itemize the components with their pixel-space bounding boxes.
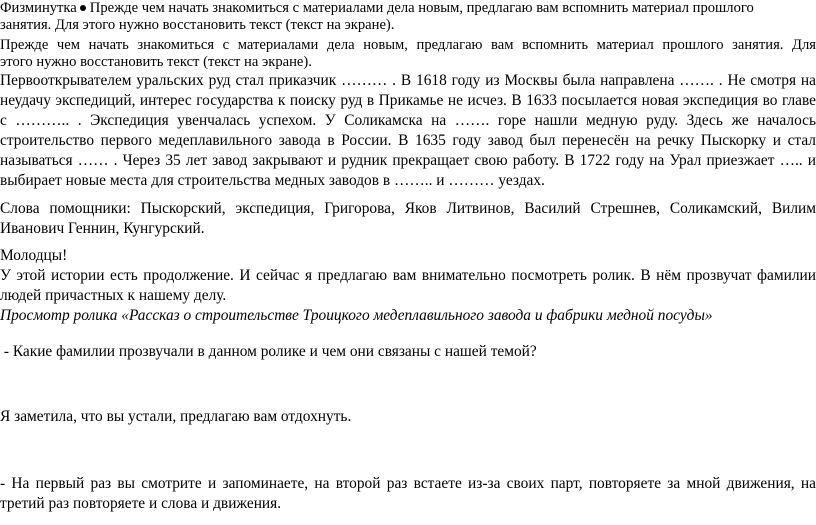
bullet-dot-icon — [80, 5, 86, 11]
helper-words-paragraph — [0, 199, 816, 239]
exercise-line-2: третий раз повторяете и слова и движения. — [0, 495, 282, 512]
story-line-4: строительство первого медеплавильного завода в России. В 1635 году завод был перенесён на речку Пыскорку и стал — [0, 132, 816, 149]
exercise-paragraph — [0, 474, 816, 514]
question-text: - Какие фамилии прозвучали в данном ролике и чем они связаны с нашей темой? — [0, 343, 537, 360]
story-line-1: Первооткрывателем уральских руд стал приказчик ……… . В 1618 году из Москвы была направлена ……. . Не смотря на — [0, 72, 816, 89]
video-title: Просмотр ролика «Рассказ о строительстве Троицкого медеплавильного завода и фабрики медной посуды» — [0, 307, 713, 324]
exercise-line-1: - На первый раз вы смотрите и запоминаете, на второй раз встаете из-за своих парт, повторяете за мной движения, на — [0, 475, 816, 492]
helper-words-line-2: Иванович Геннин, Кунгурский. — [0, 220, 205, 237]
helper-words-line-1: Слова помощники: Пыскорский, экспедиция, Григорова, Яков Литвинов, Василий Стрешнев, Соликамский, Вилим — [0, 200, 816, 217]
tired-text: Я заметила, что вы устали, предлагаю вам отдохнуть. — [0, 408, 352, 425]
restate-paragraph — [0, 37, 816, 71]
restate-line-2: этого нужно восстановить текст (текст на экране). — [0, 54, 312, 70]
intro-text-line-1: Прежде чем начать знакомиться с материалами дела новым, предлагаю вам вспомнить материал прошлого — [89, 0, 754, 16]
continuation-line-1: У этой истории есть продолжение. И сейчас я предлагаю вам внимательно посмотреть ролик. В нём прозвучат фамилии — [0, 267, 816, 284]
intro-text-line-2: занятия. Для этого нужно восстановить текст (текст на экране). — [0, 17, 395, 33]
story-line-6: выбирает новые места для строительства медных заводов в …….. и ……… уездах. — [0, 172, 545, 189]
story-line-3: с ……….. . Экспедиция увенчалась успехом. У Соликамска на ……. горе нашли медную руду. Здесь же началось — [0, 112, 816, 129]
intro-paragraph — [0, 0, 816, 34]
restate-line-1: Прежде чем начать знакомиться с материалами дела новым, предлагаю вам вспомнить материал прошлого занятия. Для — [0, 37, 816, 53]
story-paragraph — [0, 71, 816, 191]
praise-text: Молодцы! — [0, 247, 68, 264]
continuation-line-2: людей причастных к нашему делу. — [0, 287, 227, 304]
intro-heading: Физминутка — [0, 0, 77, 16]
story-line-2: неудачу экспедиций, интерес государства к поиску руд в Прикамье не исчез. В 1633 посылается новая экспедиция во главе — [0, 92, 816, 109]
story-line-5: называться …… . Через 35 лет завод закрывают и рудник прекращает свою работу. В 1722 году на Урал приезжает ….. и — [0, 152, 816, 169]
continuation-paragraph — [0, 266, 816, 306]
